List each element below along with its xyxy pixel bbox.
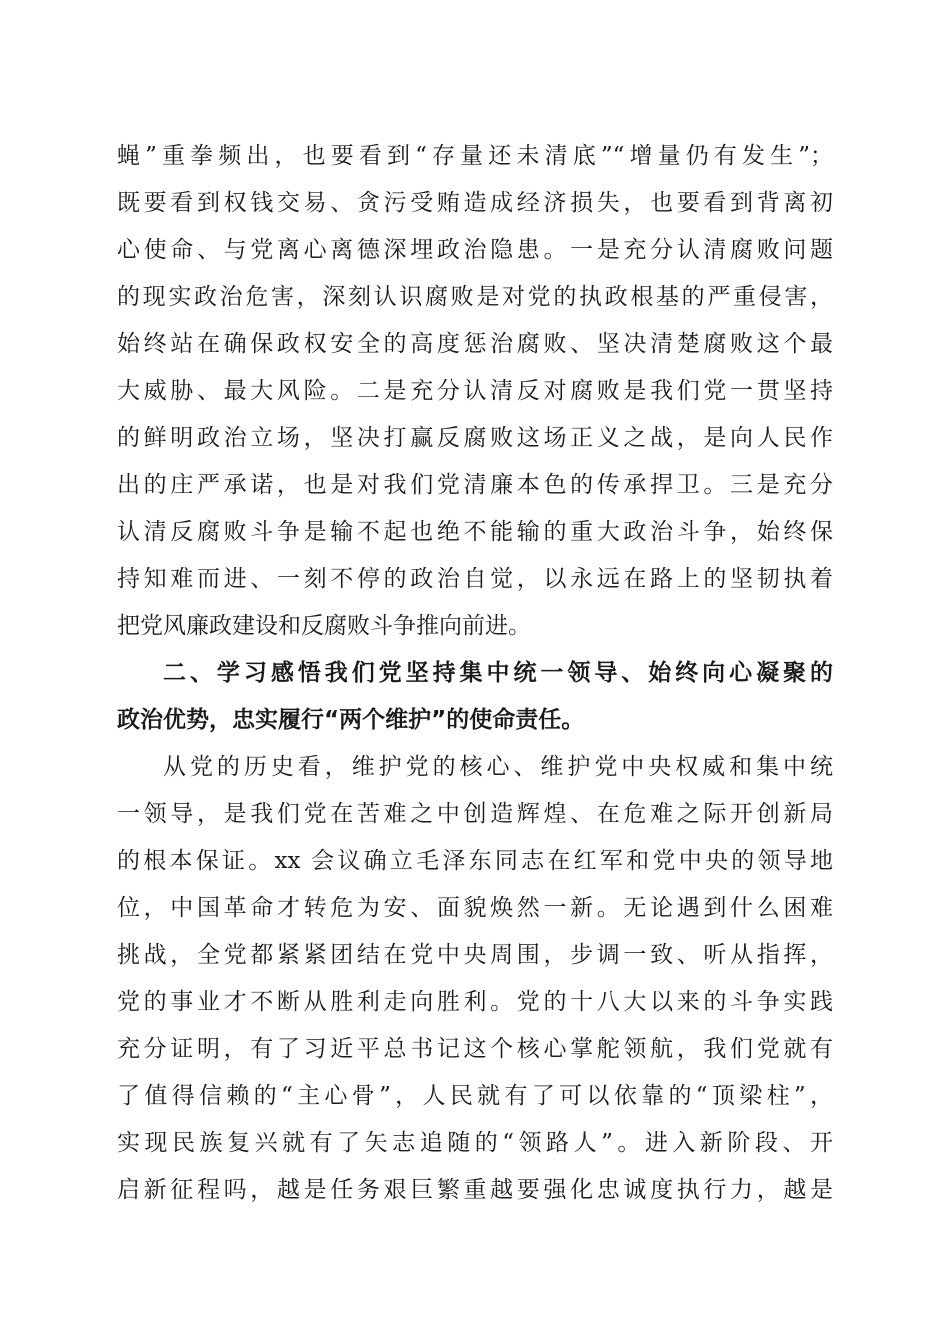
paragraph-line: 心使命、与党离心离德深埋政治隐患。一是充分认清腐败问题	[117, 237, 833, 263]
paragraph-line: 始终站在确保政权安全的高度惩治腐败、坚决清楚腐败这个最	[117, 331, 833, 357]
paragraph-line: 位，中国革命才转危为安、面貌焕然一新。无论遇到什么困难	[117, 895, 833, 921]
heading-line: 二、学习感悟我们党坚持集中统一领导、始终向心凝聚的	[163, 660, 833, 686]
paragraph-line: 的鲜明政治立场，坚决打赢反腐败这场正义之战，是向人民作	[117, 425, 833, 451]
paragraph-line: 党的事业才不断从胜利走向胜利。党的十八大以来的斗争实践	[117, 989, 833, 1015]
paragraph-line: 实现民族复兴就有了矢志追随的“领路人”。进入新阶段、开	[117, 1130, 833, 1156]
section-heading	[117, 650, 833, 744]
document-body	[117, 133, 833, 1214]
paragraph-line: 一领导，是我们党在苦难之中创造辉煌、在危难之际开创新局	[117, 801, 833, 827]
paragraph-line: 启新征程吗，越是任务艰巨繁重越要强化忠诚度执行力，越是	[117, 1177, 833, 1203]
paragraph-line: 认清反腐败斗争是输不起也绝不能输的重大政治斗争，始终保	[117, 519, 833, 545]
paragraph-line: 既要看到权钱交易、贪污受贿造成经济损失，也要看到背离初	[117, 190, 833, 216]
heading-line: 政治优势，忠实履行“两个维护”的使命责任。	[117, 707, 585, 733]
paragraph-line: 的现实政治危害，深刻认识腐败是对党的执政根基的严重侵害，	[117, 284, 833, 310]
paragraph-line: 了值得信赖的“主心骨”，人民就有了可以依靠的“顶梁柱”，	[117, 1083, 833, 1109]
paragraph-line: 的根本保证。xx 会议确立毛泽东同志在红军和党中央的领导地	[117, 848, 833, 874]
paragraph-line: 出的庄严承诺，也是对我们党清廉本色的传承捍卫。三是充分	[117, 472, 833, 498]
paragraph-line: 挑战，全党都紧紧团结在党中央周围，步调一致、听从指挥，	[117, 942, 833, 968]
paragraph-line: 大威胁、最大风险。二是充分认清反对腐败是我们党一贯坚持	[117, 378, 833, 404]
paragraph-line: 充分证明，有了习近平总书记这个核心掌舵领航，我们党就有	[117, 1036, 833, 1062]
paragraph-line: 从党的历史看，维护党的核心、维护党中央权威和集中统	[163, 754, 833, 780]
paragraph-1	[117, 133, 833, 650]
paragraph-line: 蝇”重拳频出，也要看到“存量还未清底”“增量仍有发生”；	[117, 143, 833, 169]
paragraph-line: 把党风廉政建设和反腐败斗争推向前进。	[117, 613, 531, 639]
paragraph-2	[117, 744, 833, 1214]
paragraph-line: 持知难而进、一刻不停的政治自觉，以永远在路上的坚韧执着	[117, 566, 833, 592]
